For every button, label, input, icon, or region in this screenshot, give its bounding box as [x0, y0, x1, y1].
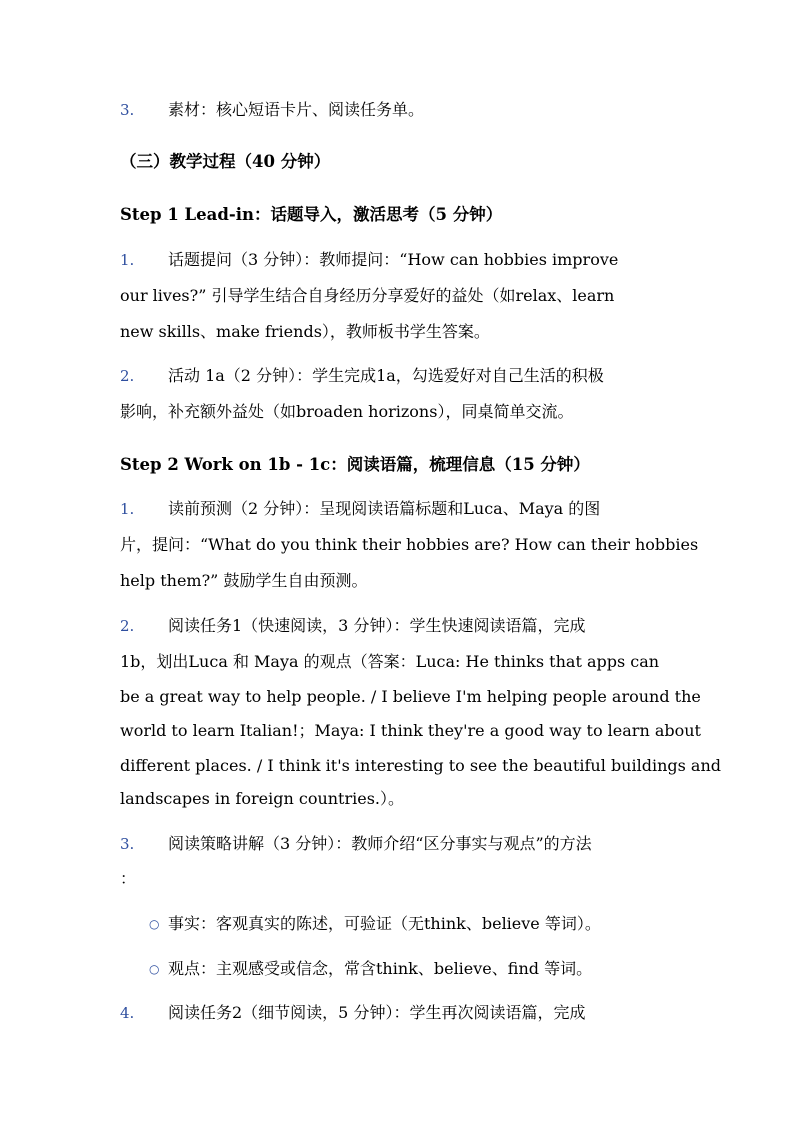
paragraph-line: new skills、make friends），教师板书学生答案。 — [120, 322, 490, 341]
list-number: 3. — [120, 835, 135, 853]
paragraph-line: 读前预测（2 分钟）：呈现阅读语篇标题和Luca、Maya 的图 — [168, 499, 601, 518]
paragraph-line: landscapes in foreign countries.）。 — [120, 789, 405, 808]
paragraph-line: help them?” 鼓励学生自由预测。 — [120, 571, 368, 590]
paragraph-line: world to learn Italian!；Maya: I think they're a good way to learn about — [120, 721, 701, 740]
section-heading: （三）教学过程（40 分钟） — [120, 152, 331, 171]
paragraph-line: 阅读任务2（细节阅读，5 分钟）：学生再次阅读语篇，完成 — [168, 1003, 586, 1022]
paragraph-line: 话题提问（3 分钟）：教师提问：“How can hobbies improve — [168, 250, 619, 269]
material-line: 素材：核心短语卡片、阅读任务单。 — [168, 100, 425, 119]
list-number: 1. — [120, 251, 135, 269]
bullet-circle-icon: ○ — [149, 917, 160, 931]
paragraph-line: 片，提问：“What do you think their hobbies are? How can their hobbies — [120, 535, 699, 554]
list-number: 4. — [120, 1004, 135, 1022]
list-number: 1. — [120, 500, 135, 518]
bullet-item: 观点：主观感受或信念，常含think、believe、find 等词。 — [168, 959, 593, 978]
step2-heading: Step 2 Work on 1b - 1c：阅读语篇，梳理信息（15 分钟） — [120, 455, 590, 474]
paragraph-line: 阅读任务1（快速阅读，3 分钟）：学生快速阅读语篇，完成 — [168, 616, 586, 635]
paragraph-line: be a great way to help people. / I believe I'm helping people around the — [120, 687, 701, 706]
paragraph-line: different places. / I think it's interesting to see the beautiful buildings and — [120, 756, 722, 775]
list-number: 2. — [120, 617, 135, 635]
bullet-item: 事实：客观真实的陈述，可验证（无think、believe 等词）。 — [168, 914, 601, 933]
paragraph-line: ： — [120, 869, 137, 888]
list-number: 2. — [120, 367, 135, 385]
paragraph-line: 1b，划出Luca 和 Maya 的观点（答案：Luca: He thinks that apps can — [120, 652, 660, 671]
paragraph-line: our lives?” 引导学生结合自身经历分享爱好的益处（如relax、learn — [120, 286, 615, 305]
list-number: 3. — [120, 101, 135, 119]
paragraph-line: 影响，补充额外益处（如broaden horizons），同桌简单交流。 — [120, 402, 574, 421]
step1-heading: Step 1 Lead-in：话题导入，激活思考（5 分钟） — [120, 205, 503, 224]
paragraph-line: 活动 1a（2 分钟）：学生完成1a，勾选爱好对自己生活的积极 — [168, 366, 604, 385]
paragraph-line: 阅读策略讲解（3 分钟）：教师介绍“区分事实与观点”的方法 — [168, 834, 592, 853]
bullet-circle-icon: ○ — [149, 962, 160, 976]
